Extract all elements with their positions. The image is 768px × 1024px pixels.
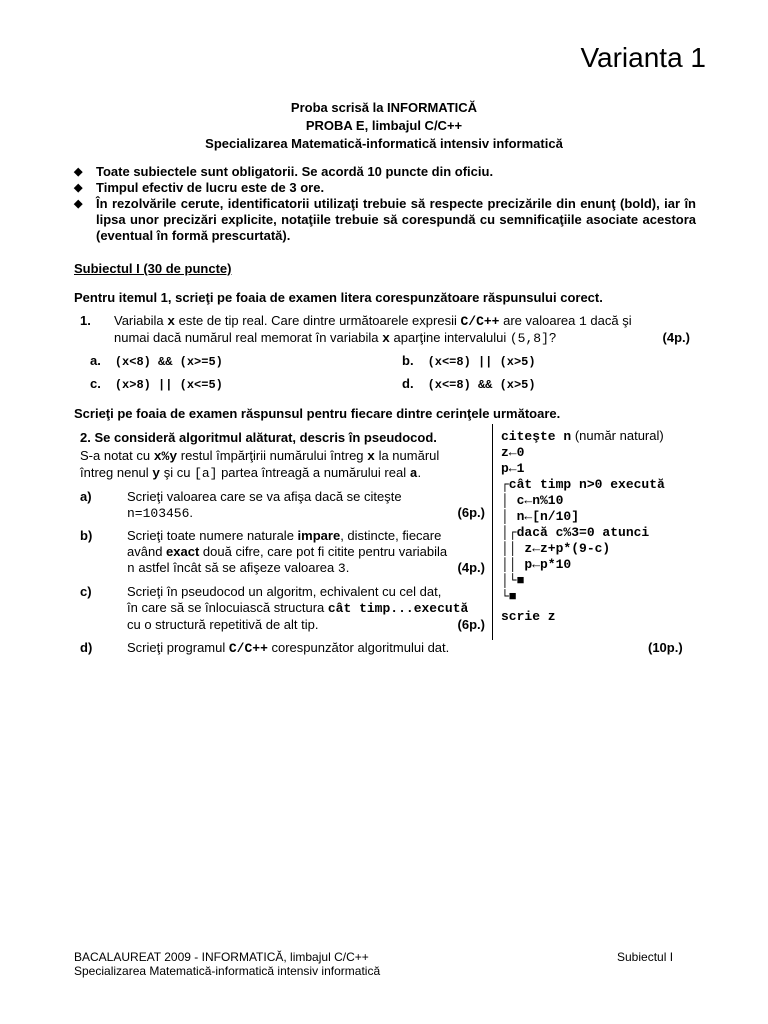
item-1-points: (4p.) (662, 330, 690, 345)
footer-line-2: Specializarea Matematică-informatică intensiv informatică (74, 964, 381, 978)
item-2c-label: c) (80, 584, 92, 599)
item-2-title: 2. Se consideră algoritmul alăturat, descris în pseudocod. (80, 430, 437, 445)
subject-title: Subiectul I (30 de puncte) (74, 261, 232, 276)
option-b[interactable]: b. (x<=8) || (x>5) (402, 353, 536, 369)
diamond-bullet-icon: ◆ (74, 182, 83, 194)
header-line-3: Specializarea Matematică-informatică intensiv informatică (205, 136, 563, 151)
instruction-1: Pentru itemul 1, scrieţi pe foaia de examen litera corespunzătoare răspunsului corect. (74, 290, 603, 305)
rule-item: ◆ Toate subiectele sunt obligatorii. Se acordă 10 puncte din oficiu. (74, 164, 494, 179)
item-1-question: Variabila x este de tip real. Care dintre următoarele expresii C/C++ are valoarea 1 dacă şi numai dacă numărul real memorat în variabila x aparţine intervalului (5,8]? (4p.) (114, 313, 690, 346)
item-2d-text: Scrieţi programul C/C++ corespunzător algoritmului dat. (127, 640, 450, 656)
item-2d-points: (10p.) (648, 640, 683, 655)
divider-line (492, 424, 493, 640)
pseudocode-block: citeşte n (număr natural) z←0 p←1 ┌cât timp n>0 execută │ c←n%10 │ n←[n/10] │┌dacă c%3=0 atunci ││ z←z+p*(9-c) ││ p←p*10 │└■ └■ scrie z (501, 428, 665, 624)
rules-list (74, 164, 696, 244)
header-line-2: PROBA E, limbajul C/C++ (305, 118, 463, 133)
option-a[interactable]: a. (x<8) && (x>=5) (90, 353, 223, 369)
item-2d-label: d) (80, 640, 93, 655)
item-2a-label: a) (80, 489, 92, 504)
option-c[interactable]: c. (x>8) || (x<=5) (90, 376, 223, 392)
item-2a-points: (6p.) (457, 505, 485, 520)
rule-item: ◆ În rezolvările cerute, identificatorii utilizaţi trebuie să respecte precizările din enunţ (bold), iar în lipsa unor precizări explicite, notaţiile trebuie să corespundă cu semnificaţiile asociate acestora (eventual în formă prescurtată). (74, 196, 696, 243)
instruction-2: Scrieţi pe foaia de examen răspunsul pentru fiecare dintre cerinţele următoare. (74, 406, 561, 421)
header-line-1: Proba scrisă la INFORMATICĂ (290, 100, 478, 115)
item-2c-points: (6p.) (457, 617, 485, 632)
item-2b-points: (4p.) (457, 560, 485, 575)
diamond-bullet-icon: ◆ (74, 166, 83, 178)
variant-title: Varianta 1 (580, 42, 706, 73)
item-2a-text: Scrieţi valoarea care se va afişa dacă se citeşte n=103456. (6p.) (127, 489, 485, 521)
item-2b-text: Scrieţi toate numere naturale impare, distincte, fiecare având exact două cifre, care pot fi citite pentru variabila n astfel încât să se afişeze valoarea 3. (4p.) (127, 528, 485, 576)
item-2c-text: Scrieţi în pseudocod un algoritm, echivalent cu cel dat, în care să se înlocuiască structura cât timp...execută cu o structură repetitivă de alt tip. (6p.) (127, 584, 485, 632)
item-2-description: S-a notat cu x%y restul împărţirii numărului întreg x la numărul întreg nenul y şi cu [a] partea întreagă a numărului real a. (80, 448, 440, 481)
footer-right: Subiectul I (617, 950, 674, 964)
diamond-bullet-icon: ◆ (74, 198, 83, 210)
item-1-number: 1. (80, 313, 91, 328)
rule-item: ◆ Timpul efectiv de lucru este de 3 ore. (74, 180, 325, 195)
footer-left (74, 950, 380, 978)
footer-line-1: BACALAUREAT 2009 - INFORMATICĂ, limbajul C/C++ (74, 950, 369, 964)
option-d[interactable]: d. (x<=8) && (x>5) (402, 376, 536, 392)
item-2b-label: b) (80, 528, 93, 543)
exam-header (0, 99, 768, 153)
